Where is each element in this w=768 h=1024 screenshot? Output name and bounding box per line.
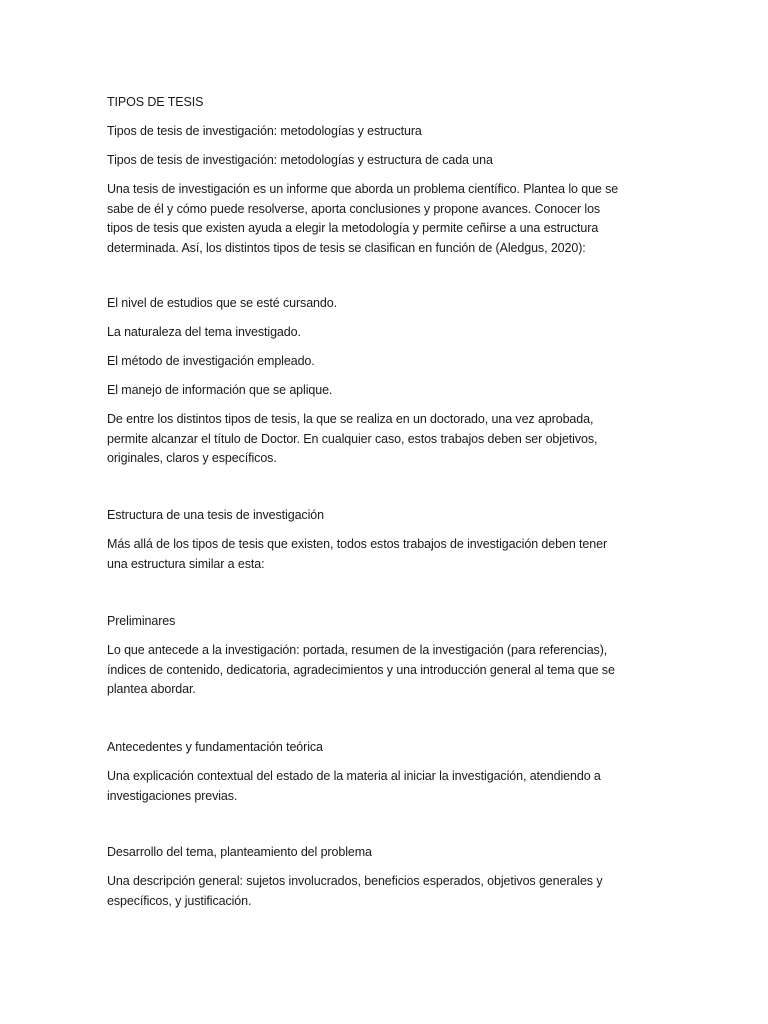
- list-item-metodo: El método de investigación empleado.: [107, 354, 315, 368]
- paragraph-doctorado: De entre los distintos tipos de tesis, la que se realiza en un doctorado, una vez aprobada, permite alcanzar el título de Doctor. En cualquier caso, estos trabajos deben ser objetivos, originales, claros y específicos.: [107, 412, 598, 465]
- paragraph-intro: Una tesis de investigación es un informe que aborda un problema científico. Plantea lo que se sabe de él y cómo puede resolverse, aporta conclusiones y propone avances. Conocer los tipos de tesis que existen ayuda a elegir la metodología y permite ceñirse a una estructura determinada. Así, los distintos tipos de tesis se clasifican en función de (Aledgus, 2020):: [107, 182, 619, 255]
- paragraph-subtitle-2: Tipos de tesis de investigación: metodologías y estructura de cada una: [107, 153, 493, 167]
- section-heading-preliminares: Preliminares: [107, 614, 176, 628]
- section-heading-antecedentes: Antecedentes y fundamentación teórica: [107, 740, 323, 754]
- paragraph-estructura: Más allá de los tipos de tesis que existen, todos estos trabajos de investigación deben tener una estructura similar a esta:: [107, 537, 608, 571]
- section-heading-desarrollo: Desarrollo del tema, planteamiento del problema: [107, 845, 372, 859]
- paragraph-subtitle-1: Tipos de tesis de investigación: metodologías y estructura: [107, 124, 422, 138]
- list-item-manejo: El manejo de información que se aplique.: [107, 383, 333, 397]
- document-title: TIPOS DE TESIS: [107, 95, 204, 109]
- list-item-naturaleza: La naturaleza del tema investigado.: [107, 325, 301, 339]
- paragraph-antecedentes: Una explicación contextual del estado de la materia al iniciar la investigación, atendiendo a investigaciones previas.: [107, 769, 601, 803]
- paragraph-preliminares: Lo que antecede a la investigación: portada, resumen de la investigación (para referencias), índices de contenido, dedicatoria, agradecimientos y una introducción general al tema que se plantea abordar.: [107, 643, 615, 696]
- list-item-nivel: El nivel de estudios que se esté cursando.: [107, 296, 337, 310]
- paragraph-desarrollo: Una descripción general: sujetos involucrados, beneficios esperados, objetivos generales y específicos, y justificación.: [107, 874, 603, 908]
- section-heading-estructura: Estructura de una tesis de investigación: [107, 508, 324, 522]
